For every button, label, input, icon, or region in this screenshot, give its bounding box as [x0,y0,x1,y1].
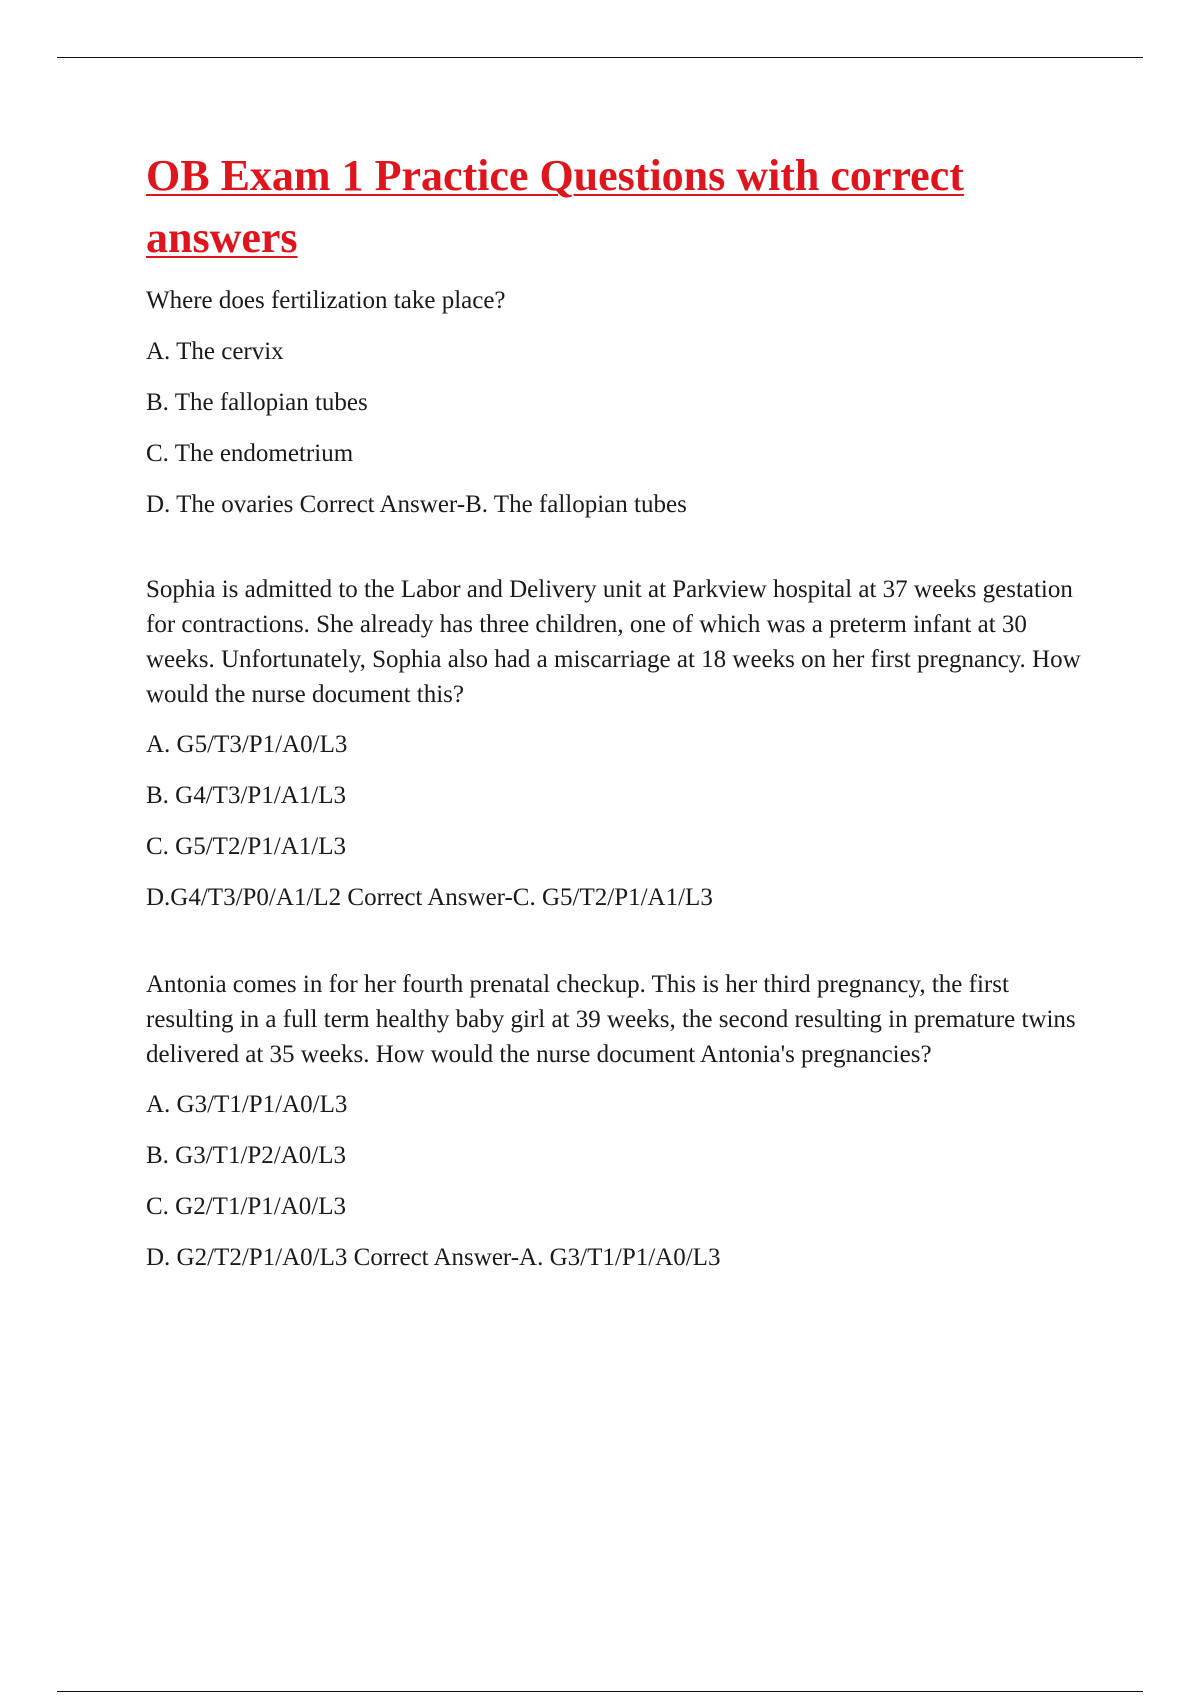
answer-option: B. The fallopian tubes [146,389,368,416]
question-text: Where does fertilization take place? [146,287,506,314]
answer-option: C. G2/T1/P1/A0/L3 [146,1193,347,1220]
question-text: Antonia comes in for her fourth prenatal checkup. This is her third pregnancy, the first resulting in a full term healthy baby girl at 39 weeks, the second resulting in premature twins delivered at 35 weeks. How would the nurse document Antonia's pregnancies? [146,971,1076,1068]
question-block [146,967,1096,1275]
top-rule [57,57,1143,58]
question-text: Sophia is admitted to the Labor and Delivery unit at Parkview hospital at 37 weeks gestation for contractions. She already has three children, one of which was a preterm infant at 30 weeks. Unfortunately, Sophia also had a miscarriage at 18 weeks on her first pregnancy. How would the nurse document this? [146,576,1081,708]
answer-option: C. G5/T2/P1/A1/L3 [146,833,347,860]
answer-option: A. The cervix [146,338,284,365]
page-title: OB Exam 1 Practice Questions with correct answers [146,151,964,262]
answer-option-with-correct-answer: D.G4/T3/P0/A1/L2 Correct Answer-C. G5/T2/P1/A1/L3 [146,884,713,911]
answer-option-with-correct-answer: D. The ovaries Correct Answer-B. The fallopian tubes [146,491,687,518]
bottom-rule [57,1691,1143,1692]
answer-option: A. G5/T3/P1/A0/L3 [146,731,348,758]
answer-option: B. G3/T1/P2/A0/L3 [146,1142,347,1169]
answer-option: C. The endometrium [146,440,354,467]
question-block [146,572,1096,915]
answer-option: B. G4/T3/P1/A1/L3 [146,782,347,809]
document-body [146,145,1096,1275]
answer-option-with-correct-answer: D. G2/T2/P1/A0/L3 Correct Answer-A. G3/T1/P1/A0/L3 [146,1244,721,1271]
question-block [146,283,1096,522]
answer-option: A. G3/T1/P1/A0/L3 [146,1091,348,1118]
